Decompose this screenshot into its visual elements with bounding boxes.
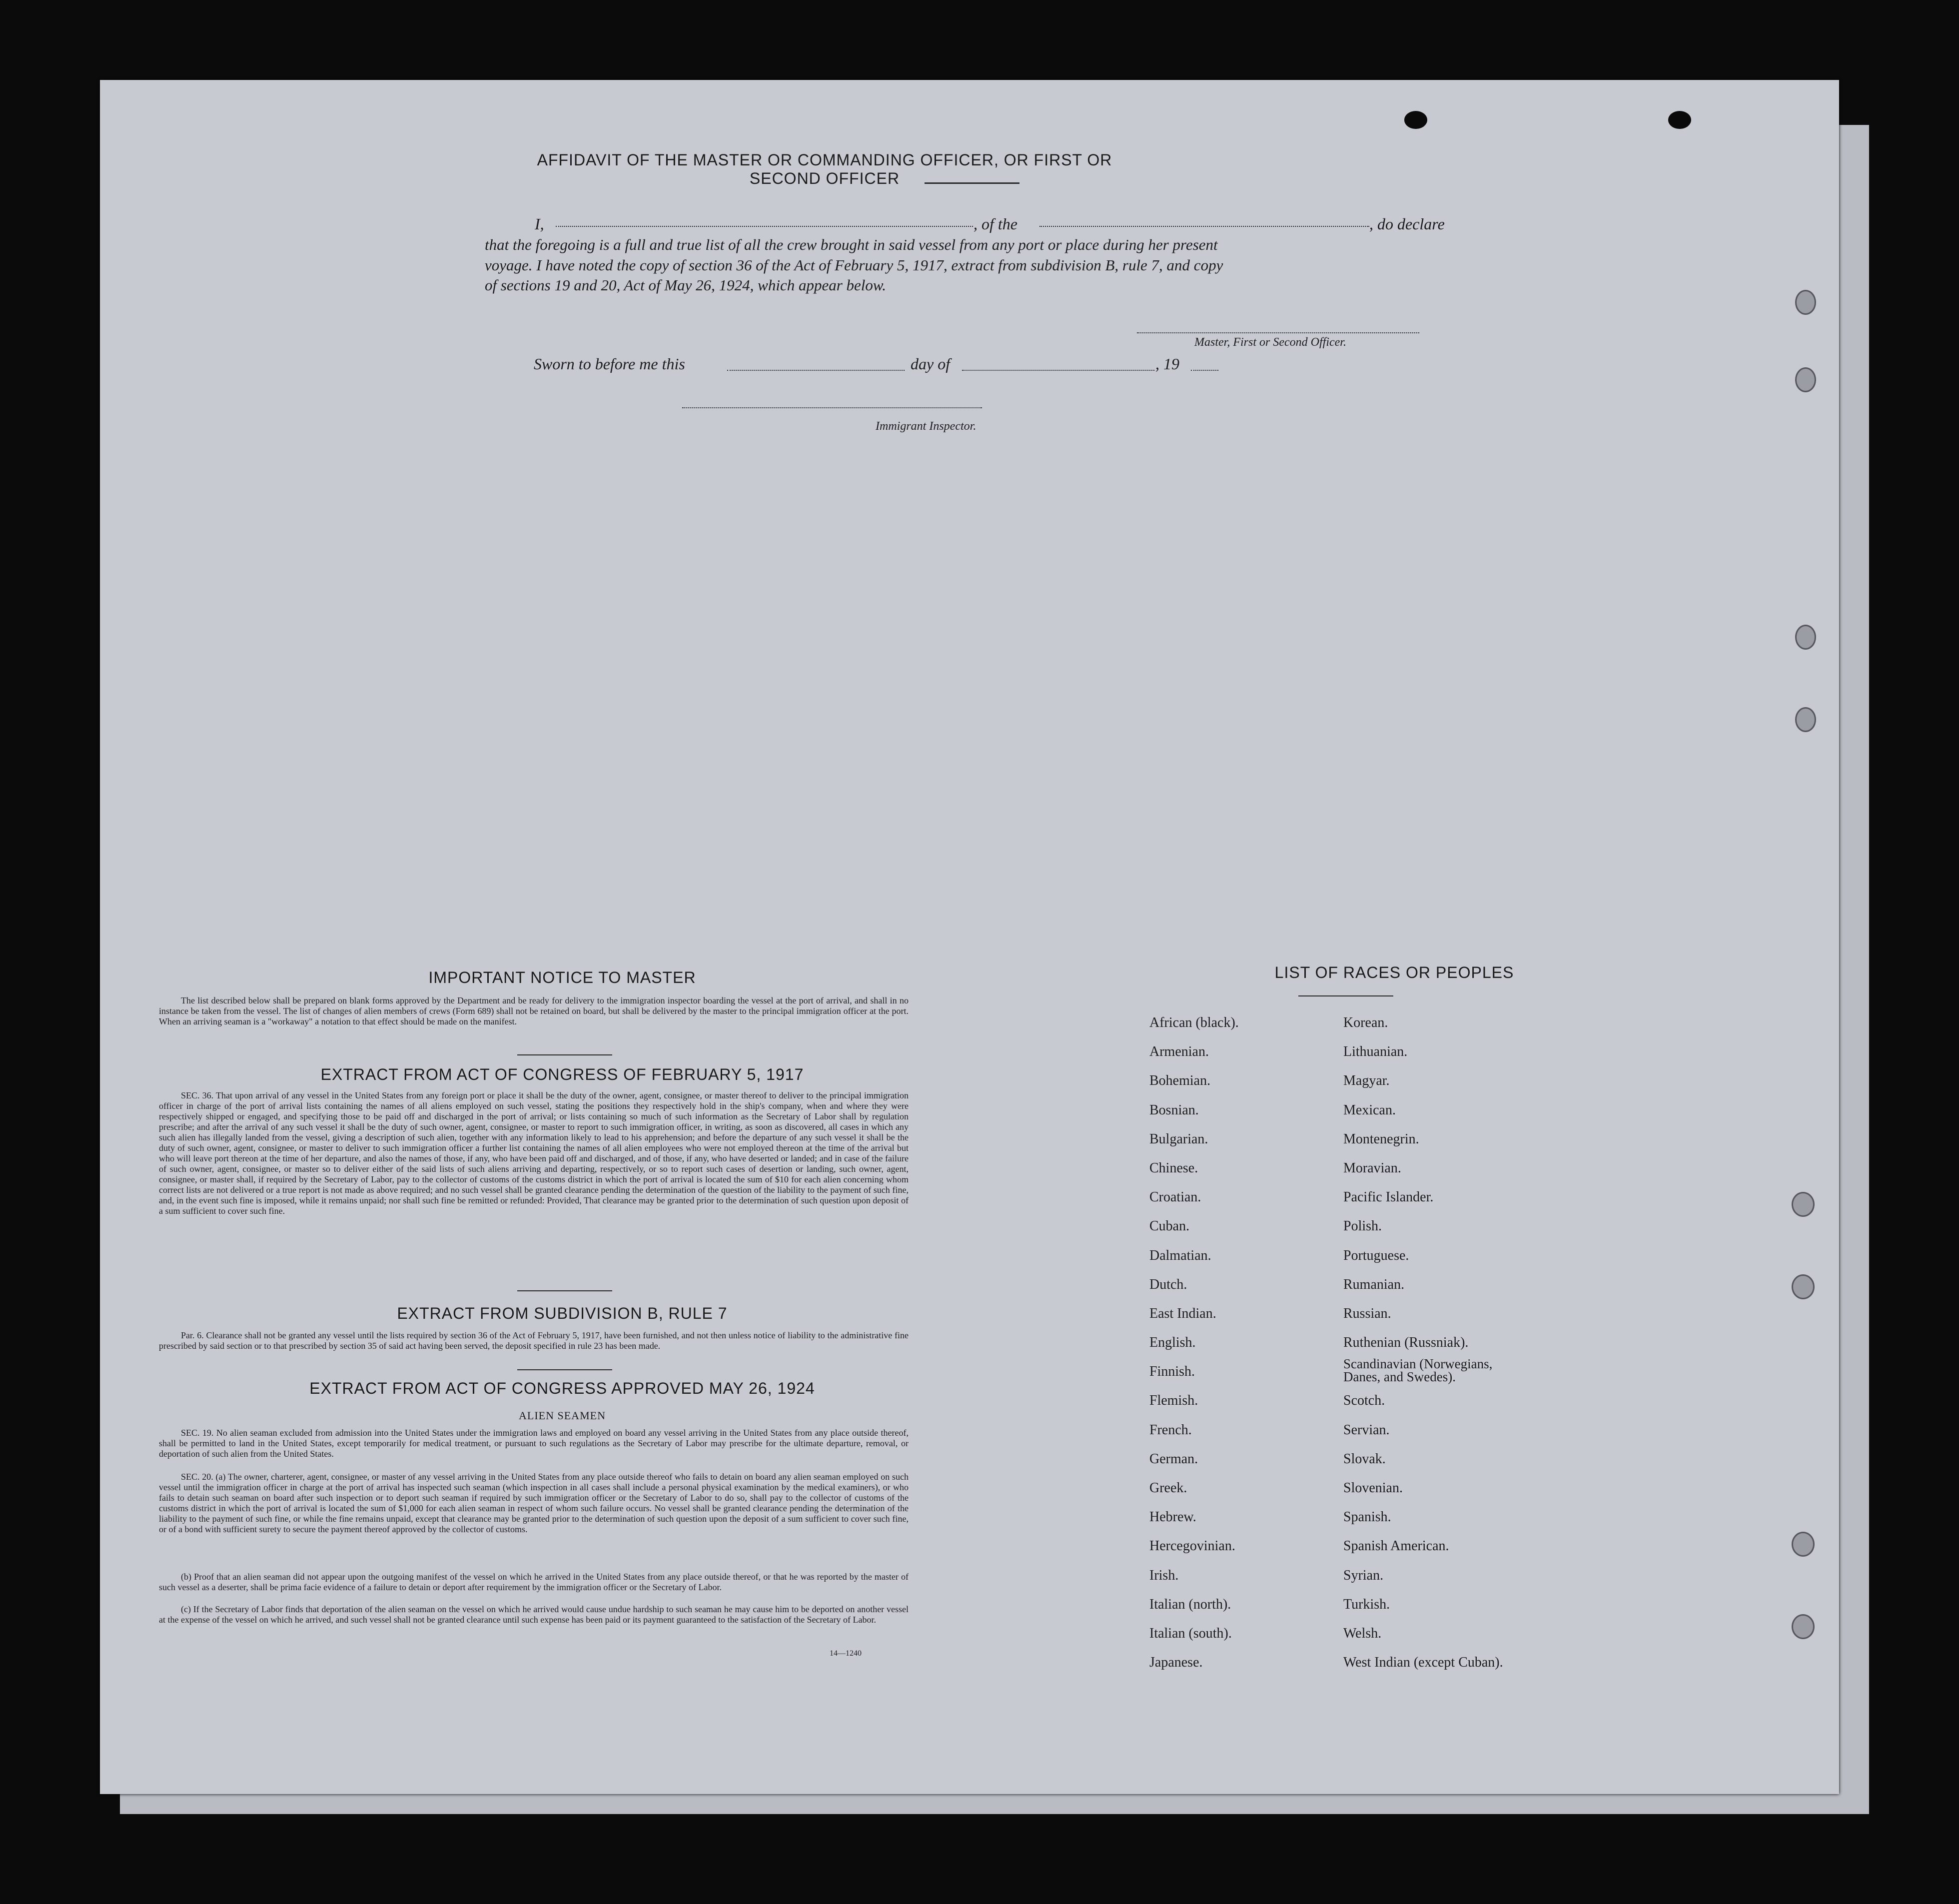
form-number: 14—1240	[830, 1649, 862, 1658]
race-item: Russian.	[1343, 1305, 1391, 1321]
race-item: Croatian.	[1149, 1189, 1201, 1205]
race-item: Dutch.	[1149, 1276, 1187, 1292]
race-item: Scotch.	[1343, 1393, 1385, 1409]
race-item: Ruthenian (Russniak).	[1343, 1335, 1469, 1351]
race-item: Polish.	[1343, 1218, 1382, 1234]
section-rule	[517, 1369, 612, 1370]
race-item: Armenian.	[1149, 1044, 1209, 1060]
binder-ring	[1792, 1274, 1815, 1299]
race-item: Moravian.	[1343, 1160, 1401, 1176]
race-item: Bohemian.	[1149, 1073, 1211, 1089]
race-item: Spanish American.	[1343, 1538, 1449, 1554]
race-item: Chinese.	[1149, 1160, 1198, 1176]
notice-body: The list described below shall be prepared on blank forms approved by the Department and be ready for delivery to the immigration inspector boarding the vessel at the port of arrival, and shall in no instance be taken from the vessel. The list of changes of alien members of crews (Form 689) shall not be retained on board, but shall be delivered by the master to the principal immigration officer at the port. When an arriving seaman is a "workaway" a notation to that effect should be made on the manifest.	[159, 995, 909, 1026]
race-item: Mexican.	[1343, 1102, 1396, 1118]
race-item: Greek.	[1149, 1480, 1187, 1496]
race-item: Irish.	[1149, 1567, 1179, 1583]
extract-1917-title: EXTRACT FROM ACT OF CONGRESS OF FEBRUARY 5, 1917	[320, 1065, 804, 1083]
race-item: Turkish.	[1343, 1596, 1390, 1612]
race-item: Rumanian.	[1343, 1276, 1405, 1292]
affidavit-line-1: that the foregoing is a full and true list of all the crew brought in said vessel from any port or place during her present	[485, 236, 1218, 253]
affidavit-title: AFFIDAVIT OF THE MASTER OR COMMANDING OFFICER, OR FIRST OR SECOND OFFICER	[537, 151, 1112, 187]
race-item: West Indian (except Cuban).	[1343, 1655, 1503, 1671]
extract-1924-subtitle: ALIEN SEAMEN	[519, 1409, 606, 1422]
subdivision-body: Par. 6. Clearance shall not be granted any vessel until the lists required by section 36 of the Act of February 5, 1917, have been furnished, and not then unless notice of liability to the administrative fine prescribed by said section or to that prescribed by section 35 of said act having been served, the deposit specified in rule 23 has been made.	[159, 1330, 909, 1351]
race-item: Japanese.	[1149, 1655, 1203, 1671]
extract-1924-sec20a: SEC. 20. (a) The owner, charterer, agent, consignee, or master of any vessel arriving in the United States from any place outside thereof who fails to detain on board any alien seaman employed on such vessel until the immigration officer in charge at the port of arrival has inspected such seaman (which inspection in all cases shall include a personal physical examination by the medical examiners), or who fails to detain such seaman on board after such inspection or to deport such seaman if required by such immigration officer or the Secretary of Labor to do so, shall pay to the collector of customs of the customs district in which the port of arrival is located the sum of $1,000 for each alien seaman in respect of whom such failure occurs. No vessel shall be granted clearance pending the determination of the liability to the payment of such fine, or while the fine remains unpaid, except that clearance may be granted prior to the determination of such question upon the deposit of a sum sufficient to cover such fine, or of a bond with sufficient surety to secure the payment thereof approved by the collector of customs.	[159, 1472, 909, 1534]
race-item: Montenegrin.	[1343, 1131, 1419, 1147]
race-item: Hercegovinian.	[1149, 1538, 1235, 1554]
punch-hole	[1668, 111, 1691, 129]
binder-ring	[1795, 290, 1816, 315]
affidavit-of-the: , of the	[974, 215, 1017, 233]
race-item: Pacific Islander.	[1343, 1189, 1434, 1205]
extract-1924-sec20c: (c) If the Secretary of Labor finds that deportation of the alien seaman on the vessel on which he arrived would cause undue hardship to such seaman he may cause him to be deported on another vessel at the expense of the vessel on which he arrived, and such vessel shall not be granted clearance until such expense has been paid or its payment guaranteed to the satisfaction of the Secretary of Labor.	[159, 1604, 909, 1625]
race-item: East Indian.	[1149, 1305, 1216, 1321]
race-item: Portuguese.	[1343, 1247, 1409, 1263]
races-left-column	[1149, 1008, 1339, 1677]
inspector-signature-line	[682, 407, 982, 408]
section-rule	[517, 1290, 612, 1291]
extract-1924-sec19: SEC. 19. No alien seaman excluded from admission into the United States under the immigration laws and employed on board any vessel arriving in the United States from any place outside thereof, shall be permitted to land in the United States, except temporarily for medical treatment, or pursuant to such regulations as the Secretary of Labor may prescribe for the ultimate departure, removal, or deportation of such alien from the United States.	[159, 1428, 909, 1459]
binder-ring	[1795, 707, 1816, 732]
sworn-day-line	[727, 370, 905, 371]
race-item: Lithuanian.	[1343, 1044, 1408, 1060]
race-item: Dalmatian.	[1149, 1247, 1211, 1263]
extract-1924-title: EXTRACT FROM ACT OF CONGRESS APPROVED MAY 26, 1924	[309, 1379, 815, 1397]
race-item: German.	[1149, 1451, 1198, 1467]
races-title-rule	[1298, 995, 1393, 996]
subdivision-title: EXTRACT FROM SUBDIVISION B, RULE 7	[397, 1304, 728, 1322]
sworn-month-line	[962, 370, 1154, 371]
extract-1924-sec20b: (b) Proof that an alien seaman did not appear upon the outgoing manifest of the vessel on which he arrived in the United States from any place outside thereof, or that he was reported by the master of such vessel as a deserter, shall be prima facie evidence of a failure to detain or deport after requirement by the immigration officer or the Secretary of Labor.	[159, 1572, 909, 1592]
name-line	[556, 226, 973, 227]
notice-title: IMPORTANT NOTICE TO MASTER	[428, 968, 696, 986]
race-item: Slovak.	[1343, 1451, 1386, 1467]
binder-ring	[1792, 1192, 1815, 1217]
race-item: Hebrew.	[1149, 1509, 1196, 1525]
race-item: English.	[1149, 1335, 1196, 1351]
extract-1917-body: SEC. 36. That upon arrival of any vessel in the United States from any foreign port or place it shall be the duty of the owner, agent, consignee, or master thereof to deliver to the principal immigration officer in charge of the port of arrival lists containing the names of all aliens employed on such vessel, stating the positions they respectively hold in the ship's company, when and where they were respectively shipped or engaged, and specifying those to be paid off and discharged in the port of arrival; or lists containing so much of such information as the Secretary of Labor shall by regulation prescribe; and after the arrival of any such vessel it shall be the duty of such owner, agent, consignee, or master to report to such immigration officer, in writing, as soon as discovered, all cases in which any such alien has illegally landed from the vessel, giving a description of such alien, together with any information likely to lead to his apprehension; and before the departure of any such vessel it shall be the duty of such owner, agent, consignee, or master to deliver to such immigration officer a further list containing the names of all alien employees who were not employed thereon at the time of the arrival but who will leave port thereon at the time of her departure, and also the names of those, if any, who have been paid off and discharged, and of those, if any, who have deserted or landed; and in case of the failure of such owner, agent, consignee, or master so to deliver either of the said lists of such aliens arriving and departing, respectively, or so to report such cases of desertion or landing, such owner, agent, consignee, or master shall, if required by the Secretary of Labor, pay to the collector of customs of the customs district in which the port of arrival is located the sum of $10 for each alien concerning whom correct lists are not delivered or a true report is not made as above required; and no such vessel shall be granted clearance pending the determination of the question of the liability to the payment of such fine, and, in the event such fine is imposed, while it remains unpaid; nor shall such fine be remitted or refunded: Provided, That clearance may be granted prior to the determination of such question upon deposit of a sum sufficient to cover such fine.	[159, 1090, 909, 1216]
race-item: Flemish.	[1149, 1393, 1198, 1409]
race-item: Magyar.	[1343, 1073, 1390, 1089]
year-label: , 19	[1155, 355, 1179, 373]
inspector-label: Immigrant Inspector.	[876, 420, 977, 433]
vessel-line	[1039, 226, 1369, 227]
punch-hole	[1404, 111, 1427, 129]
race-item: African (black).	[1149, 1015, 1239, 1030]
race-item: Korean.	[1343, 1015, 1388, 1030]
document-page	[100, 80, 1839, 1794]
sworn-label: Sworn to before me this	[534, 355, 685, 373]
races-right-column	[1343, 1008, 1593, 1677]
race-item: Scandinavian (Norwegians, Danes, and Swedes).	[1343, 1356, 1493, 1385]
race-item: Bosnian.	[1149, 1102, 1199, 1118]
affidavit-line-2: voyage. I have noted the copy of section 36 of the Act of February 5, 1917, extract from subdivision B, rule 7, and copy	[485, 256, 1223, 274]
race-item: French.	[1149, 1422, 1192, 1438]
affidavit-line-3: of sections 19 and 20, Act of May 26, 1924, which appear below.	[485, 276, 887, 294]
binder-ring	[1792, 1614, 1815, 1639]
master-signature-label: Master, First or Second Officer.	[1194, 336, 1346, 349]
binder-ring	[1795, 625, 1816, 650]
race-item: Bulgarian.	[1149, 1131, 1208, 1147]
race-item: Syrian.	[1343, 1567, 1384, 1583]
binder-ring	[1795, 367, 1816, 392]
affidavit-do-declare: , do declare	[1369, 215, 1445, 233]
race-item: Italian (north).	[1149, 1596, 1231, 1612]
race-item: Servian.	[1343, 1422, 1390, 1438]
race-item: Spanish.	[1343, 1509, 1391, 1525]
section-rule	[517, 1054, 612, 1055]
race-item: Finnish.	[1149, 1364, 1195, 1380]
title-rule	[925, 182, 1019, 184]
binder-ring	[1792, 1532, 1815, 1557]
race-item: Italian (south).	[1149, 1625, 1232, 1641]
master-signature-line	[1137, 332, 1419, 333]
races-title: LIST OF RACES OR PEOPLES	[1274, 963, 1514, 981]
race-item: Welsh.	[1343, 1625, 1382, 1641]
race-item: Slovenian.	[1343, 1480, 1403, 1496]
race-item: Cuban.	[1149, 1218, 1190, 1234]
sworn-year-line	[1191, 370, 1218, 371]
day-of-label: day of	[911, 355, 951, 373]
affidavit-i-label: I,	[535, 215, 544, 233]
